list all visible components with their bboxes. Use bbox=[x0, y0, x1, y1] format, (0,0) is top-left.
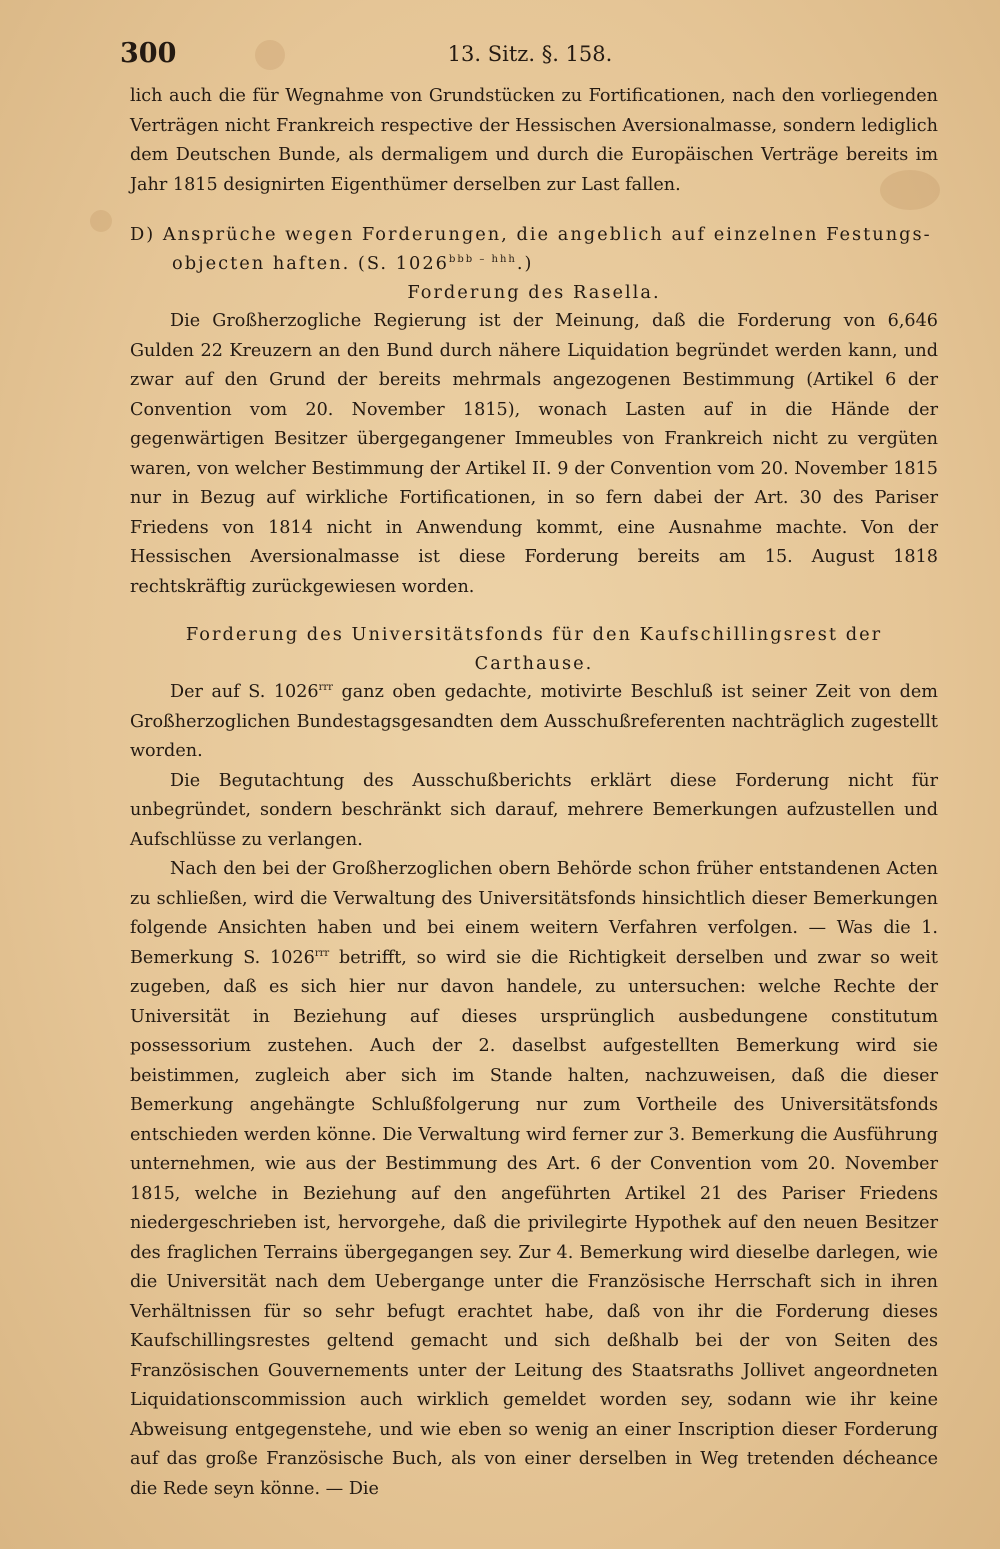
section-d-heading bbox=[130, 220, 938, 278]
universitaet-subheading: Forderung des Universitätsfonds für den Kaufschillingsrest der Carthause. bbox=[185, 624, 883, 674]
section-d-heading-text: D) Ansprüche wegen Forderungen, die angeblich auf einzelnen Festungs-objecten haften. (S. 1026 bbox=[130, 224, 932, 274]
section-d-heading-sup: bbb – hhh bbox=[448, 254, 517, 265]
p1-text-b: ganz oben gedachte, motivirte Beschluß ist seiner Zeit von dem Großherzoglichen Bundestagsgesandten dem Ausschußreferenten nachträglich zugestellt worden. bbox=[130, 682, 938, 761]
p1-text-a: Der auf S. 1026 bbox=[170, 682, 319, 702]
page-header bbox=[120, 38, 940, 78]
running-head: 13. Sitz. §. 158. bbox=[447, 42, 613, 66]
p3-sup: rrr bbox=[314, 947, 330, 959]
page-number: 300 bbox=[120, 38, 177, 69]
p3-text-a: Nach den bei der Großherzoglichen obern Behörde schon früher entstandenen Acten zu schließen, wird die Verwaltung des Universitätsfonds hinsichtlich dieser Bemerkungen folgende Ansichten haben und bei einem weitern Verfahren verfolgen. — Was die 1. Bemerkung S. 1026 bbox=[130, 859, 938, 968]
rasella-subheading: Forderung des Rasella. bbox=[407, 282, 661, 303]
section-d-heading-close: .) bbox=[516, 253, 534, 274]
universitaet-paragraph-2: Die Begutachtung des Ausschußberichts erklärt diese Forderung nicht für unbegründet, sondern beschränkt sich darauf, mehrere Bemerkungen aufzustellen und Aufschlüsse zu verlangen. bbox=[130, 770, 938, 850]
intro-paragraph: lich auch die für Wegnahme von Grundstücken zu Fortificationen, nach den vorliegenden Verträgen nicht Frankreich respective der Hessischen Aversionalmasse, sondern lediglich dem Deutschen Bunde, als dermaligem und durch die Europäischen Verträge bereits im Jahr 1815 designirten Eigenthümer derselben zur Last fallen. bbox=[130, 86, 938, 195]
rasella-paragraph: Die Großherzogliche Regierung ist der Meinung, daß die Forderung von 6,646 Gulden 22 Kreuzern an den Bund durch nähere Liquidation begründet werden kann, und zwar auf den Grund der bereits mehrmals angezogenen Bestimmung (Artikel 6 der Convention vom 20. November 1815), wonach Lasten auf in die Hände der gegenwärtigen Besitzer übergegangener Immeubles von Frankreich nicht zu vergüten waren, von welcher Bestimmung der Artikel II. 9 der Convention vom 20. November 1815 nur in Bezug auf wirkliche Fortificationen, in so fern dabei der Art. 30 des Pariser Friedens von 1814 nicht in Anwendung kommt, eine Ausnahme machte. Von der Hessischen Aversionalmasse ist diese Forderung bereits am 15. August 1818 rechtskräftig zurückgewiesen worden. bbox=[130, 311, 938, 597]
universitaet-paragraph-3 bbox=[130, 855, 938, 1504]
page-body bbox=[130, 82, 938, 1504]
p3-text-b: betrifft, so wird sie die Richtigkeit derselben und zwar so weit zugeben, daß es sich hier nur davon handele, zu untersuchen: welche Rechte der Universität in Beziehung auf dieses ursprünglich ausbedungene constitutum possessorium zustehen. Auch der 2. daselbst aufgestellten Bemerkung wird sie beistimmen, zugleich aber sich im Stande halten, nachzuweisen, daß die dieser Bemerkung angehängte Schlußfolgerung nur zum Vortheile des Universitätsfonds entschieden werden könne. Die Verwaltung wird ferner zur 3. Bemerkung die Ausführung unternehmen, wie aus der Bestimmung des Art. 6 der Convention vom 20. November 1815, welche in Beziehung auf den angeführten Artikel 21 des Pariser Friedens niedergeschrieben ist, hervorgehe, daß die privilegirte Hypothek auf den neuen Besitzer des fraglichen Terrains übergegangen sey. Zur 4. Bemerkung wird dieselbe darlegen, wie die Universität nach dem Uebergange unter die Französische Herrschaft sich in ihren Verhältnissen für so sehr befugt erachtet habe, daß von ihr die Forderung dieses Kaufschillingsrestes geltend gemacht und sich deßhalb bei der von Seiten des Französischen Gouvernements unter der Leitung des Staatsraths Jollivet angeordneten Liquidationscommission auch wirklich gemeldet worden sey, sodann wie ihr keine Abweisung entgegenstehe, und wie eben so wenig an einer Inscription dieser Forderung auf das große Französische Buch, als von einer derselben in Weg tretenden décheance die Rede seyn könne. — Die bbox=[130, 947, 938, 1499]
paper-stain bbox=[90, 210, 112, 232]
universitaet-paragraph-1 bbox=[130, 678, 938, 767]
p1-sup: rrr bbox=[318, 682, 333, 693]
